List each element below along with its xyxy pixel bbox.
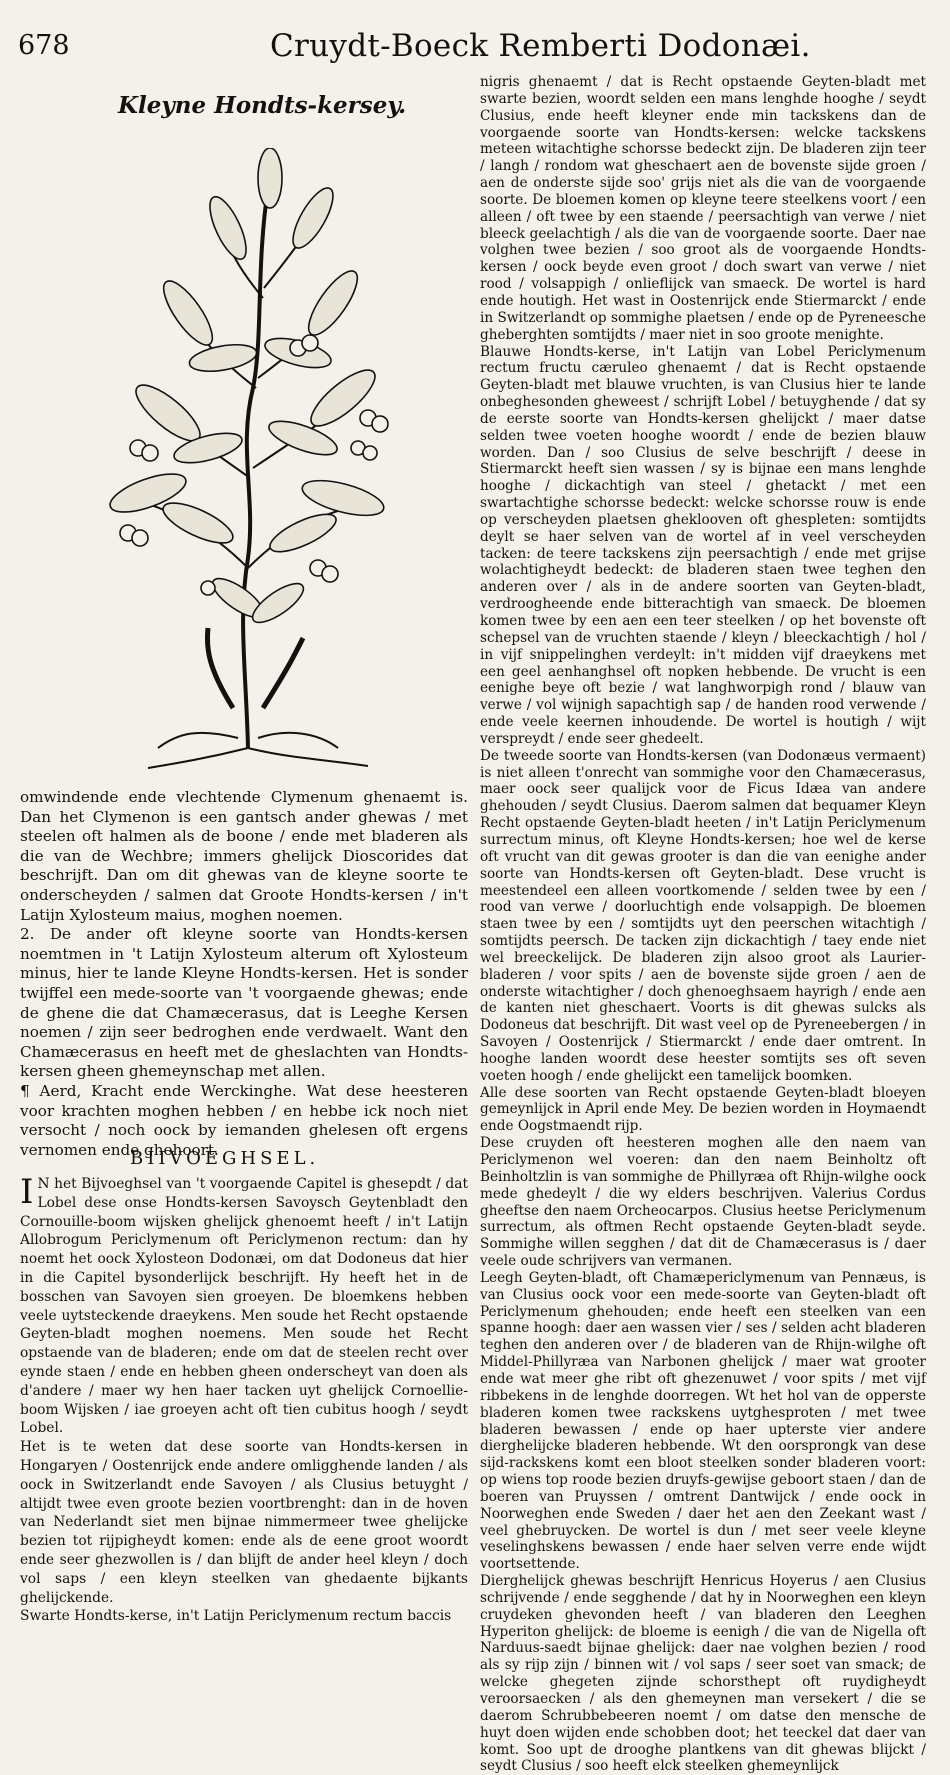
left-column-main: [20, 788, 468, 1160]
page-number: 678: [18, 30, 70, 61]
paragraph: omwindende ende vlechtende Clymenum ghenaemt is. Dan het Clymenon is een gantsch ander ghewas / met steelen oft halmen als de boone / ende met bladeren als die van de Wechbre; immers ghelijck Dioscorides dat beschrijft. Dan om dit ghewas van de kleyne soorte te onderscheyden / salmen dat Groote Hondts-kersen / in't Latijn Xylosteum maius, moghen noemen.: [20, 788, 468, 924]
section-heading: BIIVOEGHSEL.: [130, 1148, 320, 1169]
paragraph: [20, 1172, 468, 1438]
plant-title: Kleyne Hondts-kersey.: [118, 92, 407, 119]
running-title: Cruydt-Boeck Remberti Dodonæi.: [270, 28, 811, 64]
paragraph: Blauwe Hondts-kerse, in't Latijn van Lobel Periclymenum rectum fructu cæruleo ghenaemt / dat is Recht opstaende Geyten-bladt met blauwe vruchten, is van Clusius hier te lande onbeghesonden gheweest / schrijft Lobel / betuyghende / dat sy de eerste soorte van Hondts-kersen ghelijckt / maer datse selden twee voeten hooghe woordt / ende de bezien blauw worden. Dan / soo Clusius de selve beschrijft / deese in Stiermarckt heeft sien wassen / sy is bijnae een mans lenghde hooghe / dickachtigh van steel / ghetackt / met een swartachtighe schorsse bedeckt: welcke schorsse rouw is ende op verscheyden plaetsen gheklooven oft ghespleten: somtijdts deylt se haer selven van de wortel af in veel verscheyden tacken: de teere tackskens zijn peersachtigh / ende met grijse wolachtigheydt bedeckt: de bladeren staen twee teghen den anderen over / als in de andere soorten van Geyten-bladt, verdroogheende ende bitterachtigh van smaeck. De bloemen komen twee by een aen een teer steelken / op het bovenste oft schepsel van de vruchten staende / kleyn / bleeckachtigh / hol / in vijf snippelinghen verdeylt: in't midden vijf draeykens met een geel aenhanghsel oft nopken hebbende. De vrucht is een eenighe beye oft bezie / wat langhworpigh rond / blauw van verwe / vol wijnigh sapachtigh sap / de handen rood verwende / ende veele keernen inhoudende. De wortel is houtigh / wijt verspreydt / ende seer ghedeelt.: [480, 343, 926, 747]
paragraph: Alle dese soorten van Recht opstaende Geyten-bladt bloeyen gemeynlijck in April ende Mey. De bezien worden in Hoymaendt ende Oogstmaendt rijp.: [480, 1084, 926, 1135]
paragraph-text: N het Bijvoeghsel van 't voorgaende Capitel is ghesepdt / dat Lobel dese onse Hondts-kersen Savoysch Geytenbladt den Cornouille-boom wijsken ghelijck ghenoemt heeft / in't Latijn Allobrogum Periclymenum oft Periclymenon rectum: dan hy noemt het oock Xylosteon Dodonæi, om dat Dodoneus dat hier in die Capitel bysonderlijck beschrijft. Hy heeft het in de bosschen van Savoyen sien groeyen. De bloemkens hebben veele uytsteckende draeykens. Men soude het Recht opstaende Geyten-bladt moghen noemens. Men soude het Recht opstaende van de bladeren; ende om dat de steelen recht over eynde staen / ende en hebben gheen onderscheyt van doen als d'andere / maer wy hen haer tacken uyt ghelijck Cornoellie-boom Wijsken / iae groeyen acht oft tien cubitus hoogh / seydt Lobel.: [20, 1176, 468, 1437]
woodcut-honeysuckle-image: [88, 148, 423, 773]
paragraph: Dierghelijck ghewas beschrijft Henricus Hoyerus / aen Clusius schrijvende / ende segghende / dat hy in Noorweghen een kleyn cruydeken ghevonden heeft / van bladeren den Leeghen Hyperiton ghelijck: de bloeme is eenigh / die van de Nigella oft Narduus-saedt bijnae ghelijck: daer nae volghen bezien / rood als sy rijp zijn / binnen wit / vol saps / seer soet van smack; de welcke ghegeten zijnde schorsthept oft ruydigheydt veroorsaecken / als den ghemeynen man versekert / die se daerom Schrubbebeeren noemt / om datse den mensche de huyt doen wijden ende schobben doot; het teeckel dat daer van komt. Soo upt de drooghe plantkens van dit ghewas blijckt / seydt Clusius / soo heeft elck steelken ghemeynlijck: [480, 1573, 926, 1775]
paragraph: Dese cruyden oft heesteren moghen alle den naem van Periclymenon wel voeren: dan den naem Beinholtz oft Beinholtzlin is van sommighe de Phillyræa oft Rhijn-wilghe oock mede ghedeylt / die wy elders beschrijven. Valerius Cordus gheeftse den naem Orcheocarpos. Clusius heetse Periclymenum surrectum, als oftmen Recht opstaende Geyten-bladt seyde. Sommighe willen segghen / dat dit de Chamæcerasus is / daer veele oude schrijvers van vermanen.: [480, 1135, 926, 1270]
paragraph: ¶ Aerd, Kracht ende Werckinghe. Wat dese heesteren voor krachten moghen hebben / en hebbe ick noch niet versocht / noch oock by iemanden ghelesen oft ergens vernomen ende ghehoort.: [20, 1081, 468, 1159]
dropcap: I: [20, 1172, 34, 1212]
paragraph: Het is te weten dat dese soorte van Hondts-kersen in Hongaryen / Oostenrijck ende andere omligghende landen / als oock in Switzerlandt ende Savoyen / als Clusius betuyght / altijdt twee even groote bezien voortbrenght: dan in de hoven van Nederlandt siet men bijnae nimmermeer twee ghelijcke bezien tot rijpigheydt komen: ende als de eene groot woordt ende seer ghezwollen is / dan blijft de ander heel kleyn / doch vol saps / een kleyn steelken van ghedaente bijkants ghelijckende.: [20, 1439, 468, 1606]
plant-illustration: [88, 148, 423, 773]
paragraph: 2. De ander oft kleyne soorte van Hondts-kersen noemtmen in 't Latijn Xylosteum alterum oft Xylosteum minus, hier te lande Kleyne Hondts-kersen. Het is sonder twijffel een mede-soorte van 't voorgaende ghewas; ende de ghene die dat Chamæcerasus, dat is Leeghe Kersen noemen / zijn seer bedroghen ende verdwaelt. Want den Chamæcerasus en heeft met de gheslachten van Hondts-kersen gheen ghemeynschap met allen.: [20, 925, 468, 1081]
paragraph: Swarte Hondts-kerse, in't Latijn Periclymenum rectum baccis: [20, 1608, 452, 1625]
paragraph: De tweede soorte van Hondts-kersen (van Dodonæus vermaent) is niet alleen t'onrecht van sommighe voor den Chamæcerasus, maer oock seer qualijck voor de Ficus Idæa van andere ghehouden / seydt Clusius. Daerom salmen dat bequamer Kleyn Recht opstaende Geyten-bladt heeten / in't Latijn Periclymenum surrectum minus, oft Kleyne Hondts-kersen; hoe wel de kerse oft vrucht van dit gewas grooter is dan die van eenighe ander soorte van Hondts-kersen oft Geyten-bladt. Dese vrucht is meestendeel een alleen voortkomende / selden twee by een / rood van verwe / doorluchtigh ende volsappigh. De bloemen staen twee by een / somtijdts uyt den peerschen witachtigh / somtijdts peersch. De tacken zijn dickachtigh / taey ende niet wel breeckelijck. De bladeren zijn alsoo groot als Laurier-bladeren / voor spits / aen de bovenste sijde groen / aen de onderste witachtigher / doch ghenoeghsaem hayrigh / ende aen de kanten niet gheschaert. Voorts is dit ghewas sulcks als Dodoneus dat beschrijft. Dit wast veel op de Pyreneebergen / in Savoyen / Oostenrijck / Stiermarckt / ende daer omtrent. In hooghe landen woordt dese heester somtijts ses oft seven voeten hoogh / ende ghelijckt een tamelijck boomken.: [480, 747, 926, 1084]
paragraph: nigris ghenaemt / dat is Recht opstaende Geyten-bladt met swarte bezien, woordt selden een mans lenghde hooghe / seydt Clusius, ende heeft kleyner ende min tackskens dan de voorgaende soorte van Hondts-kersen: welcke tackskens meteen witachtighe schorsse bedeckt zijn. De bladeren zijn teer / langh / rondom wat gheschaert aen de bovenste sijde groen / aen de onderste sijde soo' grijs niet als die van de voorgaende soorte. De bloemen komen op kleyne teere steelkens voort / een alleen / oft twee by een staende / peersachtigh van verwe / niet bleeck geelachtigh / als die van de voorgaende soorte. Daer nae volghen twee bezien / soo groot als de voorgaende Hondts-kersen / oock beyde even groot / doch swart van verwe / niet rood / volsappigh / onlieflijck van smaeck. De wortel is hard ende houtigh. Het wast in Oostenrijck ende Stiermarckt / ende in Switzerlandt op sommighe plaetsen / ende op de Pyreneesche gheberghten somtijdts / maer niet in soo groote menighte.: [480, 74, 926, 343]
right-column: [480, 74, 926, 1775]
paragraph: Leegh Geyten-bladt, oft Chamæpericlymenum van Pennæus, is van Clusius oock voor een mede-soorte van Geyten-bladt oft Periclymenum ghehouden; ende heeft een steelken van een spanne hoogh: daer aen wassen vier / ses / selden acht bladeren teghen den anderen over / de bladeren van de Rhijn-wilghe oft Middel-Phillyræa van Narbonen ghelijck / maer wat grooter ende wat meer ghe ribt oft ghezenuwet / voor spits / met vijf ribbekens in de lenghde doorregen. Wt het hol van de opperste bladeren komen twee rackskens uytghesproten / met twee bladeren bewassen / ende op haer upterste vier andere dierghelijcke bladeren hebbende. Wt den oorsprongk van dese sijd-rackskens komt een bloot steelken sonder bladeren voort: op wiens top roode bezien druyfs-gewijse geboort staen / dan de boeren van Pruyssen / omtrent Dantwijck / ende oock in Noorweghen ende Sweden / daer het aen den Zeekant wast / veel ghebruycken. De wortel is dun / met seer veele kleyne veselinghskens bewassen / ende haer selven verre ende wijdt voortsettende.: [480, 1269, 926, 1573]
left-column-supplement: [20, 1172, 468, 1626]
